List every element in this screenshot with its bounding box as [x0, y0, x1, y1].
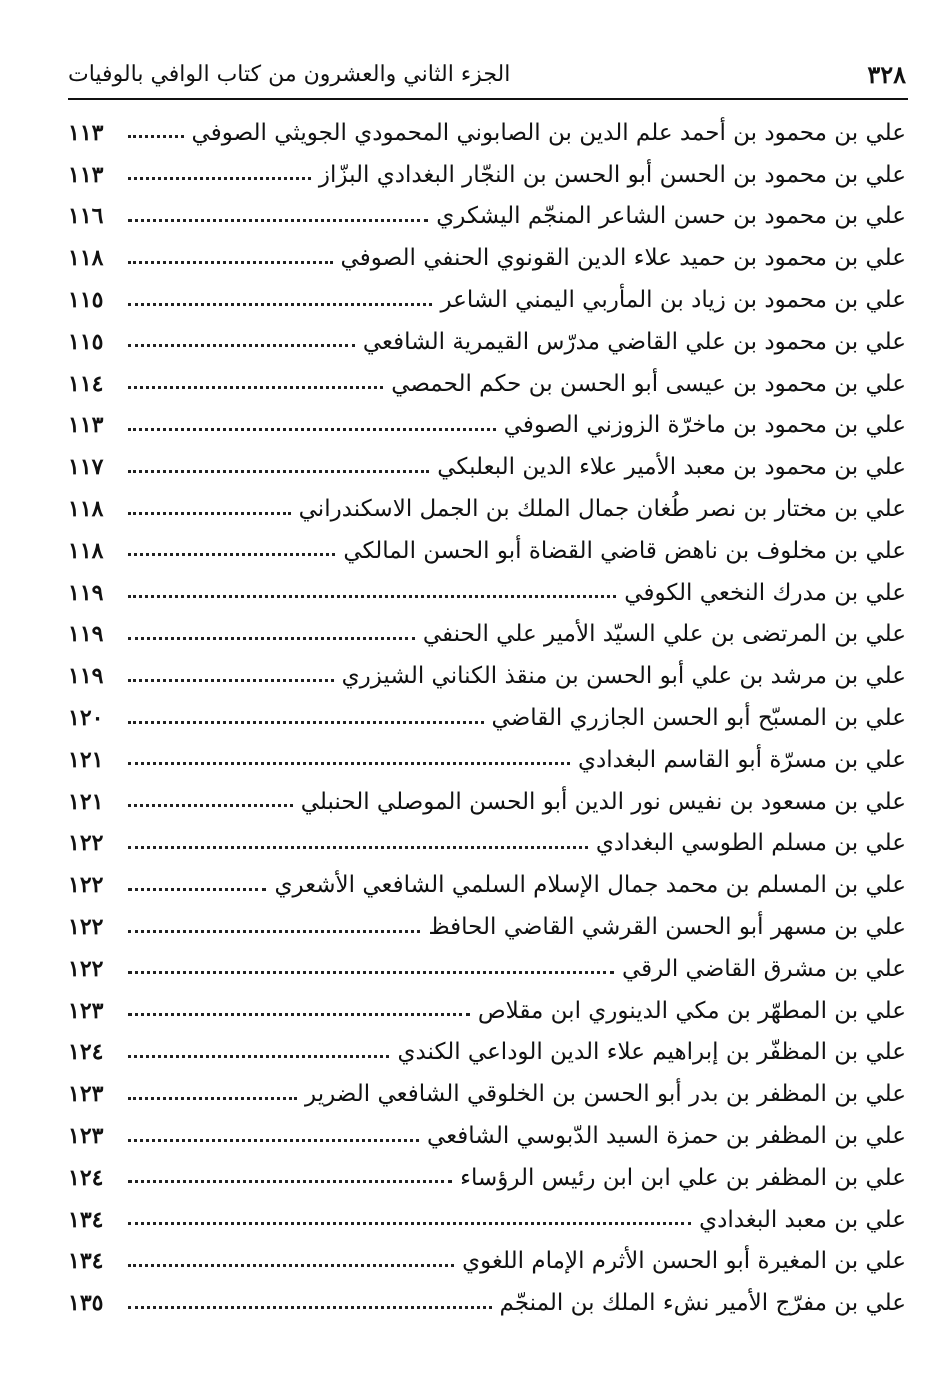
dot-leader	[128, 1013, 470, 1016]
entry-name: علي بن المظفر بن علي ابن ابن رئيس الرؤساء	[460, 1164, 906, 1191]
entry-page-number: ١١٨	[68, 537, 104, 564]
index-entry	[68, 446, 906, 488]
entry-name: علي بن مفرّج الأمير نشء الملك بن المنجّم	[499, 1290, 906, 1317]
entry-page-number: ١٣٤	[68, 1248, 104, 1275]
dot-leader	[128, 930, 420, 933]
dot-leader	[128, 261, 333, 264]
dot-leader	[128, 846, 588, 849]
index-entry	[68, 1032, 906, 1074]
entry-name: علي بن المطهّر بن مكي الدينوري ابن مقلاص	[477, 997, 906, 1024]
entry-name: علي بن محمود بن حسن الشاعر المنجّم اليشكري	[436, 203, 906, 230]
index-entry	[68, 154, 906, 196]
header-divider	[68, 98, 908, 100]
dot-leader	[128, 135, 184, 138]
entry-page-number: ١٢١	[68, 746, 104, 773]
index-entry	[68, 1115, 906, 1157]
dot-leader	[128, 804, 293, 807]
entry-name: علي بن محمود بن ماخرّة الزوزني الصوفي	[503, 412, 906, 439]
entry-page-number: ١١٧	[68, 454, 104, 481]
dot-leader	[128, 470, 429, 473]
entry-page-number: ١٢٠	[68, 705, 104, 732]
entry-page-number: ١٢٣	[68, 1123, 104, 1150]
index-entry	[68, 530, 906, 572]
entry-page-number: ١١٨	[68, 245, 104, 272]
entry-page-number: ١٢٣	[68, 997, 104, 1024]
dot-leader	[128, 1097, 297, 1100]
dot-leader	[128, 303, 432, 306]
index-entry	[68, 363, 906, 405]
index-entry	[68, 823, 906, 865]
dot-leader	[128, 1139, 419, 1142]
entry-name: علي بن محمود بن الحسن أبو الحسن بن النجّار البغدادي البزّاز	[318, 161, 906, 188]
index-entry	[68, 405, 906, 447]
entry-name: علي بن المرتضى بن علي السيّد الأمير علي الحنفي	[422, 621, 906, 648]
dot-leader	[128, 1264, 454, 1267]
entry-page-number: ١١٩	[68, 663, 104, 690]
index-entry	[68, 1282, 906, 1324]
index-entry-list	[68, 112, 906, 1324]
entry-name: علي بن مرشد بن علي أبو الحسن بن منقذ الكناني الشيزري	[341, 663, 906, 690]
index-entry	[68, 781, 906, 823]
entry-name: علي بن مدرك النخعي الكوفي	[624, 579, 906, 606]
index-entry	[68, 1157, 906, 1199]
index-entry	[68, 948, 906, 990]
entry-name: علي بن محمود بن معبد الأمير علاء الدين البعلبكي	[437, 454, 906, 481]
index-entry	[68, 488, 906, 530]
dot-leader	[128, 1180, 452, 1183]
entry-name: علي بن المظفّر بن إبراهيم علاء الدين الوداعي الكندي	[397, 1039, 906, 1066]
entry-name: علي بن مسهر أبو الحسن القرشي القاضي الحافظ	[428, 914, 906, 941]
dot-leader	[128, 1222, 691, 1225]
index-entry	[68, 196, 906, 238]
index-entry	[68, 990, 906, 1032]
entry-page-number: ١١٣	[68, 119, 104, 146]
entry-name: علي بن محمود بن علي القاضي مدرّس القيمرية الشافعي	[362, 328, 906, 355]
entry-page-number: ١٢١	[68, 788, 104, 815]
dot-leader	[128, 428, 496, 431]
entry-name: علي بن مخلوف بن ناهض قاضي القضاة أبو الحسن المالكي	[343, 537, 906, 564]
index-entry	[68, 321, 906, 363]
entry-page-number: ١٢٢	[68, 914, 104, 941]
entry-page-number: ١٣٥	[68, 1290, 104, 1317]
entry-name: علي بن مختار بن نصر طُغان جمال الملك بن الجمل الاسكندراني	[298, 496, 906, 523]
dot-leader	[128, 595, 616, 598]
dot-leader	[128, 971, 614, 974]
entry-page-number: ١١٣	[68, 412, 104, 439]
dot-leader	[128, 1055, 389, 1058]
entry-name: علي بن مسعود بن نفيس نور الدين أبو الحسن الموصلي الحنبلي	[300, 788, 906, 815]
dot-leader	[128, 679, 334, 682]
entry-page-number: ١١٩	[68, 579, 104, 606]
dot-leader	[128, 219, 428, 222]
dot-leader	[128, 637, 415, 640]
entry-page-number: ١٢٣	[68, 1081, 104, 1108]
entry-page-number: ١١٦	[68, 203, 104, 230]
index-entry	[68, 614, 906, 656]
entry-name: علي بن المغيرة أبو الحسن الأثرم الإمام اللغوي	[462, 1248, 906, 1275]
index-entry	[68, 1241, 906, 1283]
index-entry	[68, 1073, 906, 1115]
entry-page-number: ١٢٢	[68, 872, 104, 899]
index-entry	[68, 112, 906, 154]
index-entry	[68, 1199, 906, 1241]
dot-leader	[128, 512, 291, 515]
dot-leader	[128, 177, 311, 180]
entry-page-number: ١٢٤	[68, 1039, 104, 1066]
index-entry	[68, 655, 906, 697]
entry-name: علي بن محمود بن عيسى أبو الحسن بن حكم الحمصي	[391, 370, 906, 397]
page-header	[68, 52, 906, 96]
entry-name: علي بن معبد البغدادي	[699, 1206, 906, 1233]
dot-leader	[128, 721, 484, 724]
entry-page-number: ١١٥	[68, 287, 104, 314]
page-number: ٣٢٨	[867, 59, 906, 89]
entry-name: علي بن مسرّة أبو القاسم البغدادي	[578, 746, 906, 773]
entry-name: علي بن مسلم الطوسي البغدادي	[595, 830, 906, 857]
entry-page-number: ١٢٢	[68, 955, 104, 982]
entry-name: علي بن محمود بن أحمد علم الدين بن الصابوني المحمودي الجويثي الصوفي	[191, 119, 906, 146]
entry-page-number: ١٢٢	[68, 830, 104, 857]
entry-page-number: ١٢٤	[68, 1164, 104, 1191]
index-entry	[68, 572, 906, 614]
entry-name: علي بن مشرق القاضي الرقي	[621, 955, 906, 982]
entry-page-number: ١١٣	[68, 161, 104, 188]
dot-leader	[128, 1306, 492, 1309]
entry-page-number: ١٣٤	[68, 1206, 104, 1233]
entry-page-number: ١١٩	[68, 621, 104, 648]
entry-page-number: ١١٥	[68, 328, 104, 355]
dot-leader	[128, 553, 335, 556]
index-entry	[68, 864, 906, 906]
running-title: الجزء الثاني والعشرون من كتاب الوافي بالوفيات	[68, 61, 511, 87]
index-entry	[68, 739, 906, 781]
entry-name: علي بن محمود بن زياد بن المأربي اليمني الشاعر	[440, 287, 906, 314]
index-entry	[68, 237, 906, 279]
index-entry	[68, 279, 906, 321]
dot-leader	[128, 386, 383, 389]
dot-leader	[128, 762, 570, 765]
entry-name: علي بن محمود بن حميد علاء الدين القونوي الحنفي الصوفي	[340, 245, 906, 272]
entry-page-number: ١١٤	[68, 370, 104, 397]
index-entry	[68, 906, 906, 948]
entry-page-number: ١١٨	[68, 496, 104, 523]
entry-name: علي بن المسبّح أبو الحسن الجازري القاضي	[491, 705, 906, 732]
dot-leader	[128, 344, 355, 347]
entry-name: علي بن المظفر بن حمزة السيد الدّبوسي الشافعي	[427, 1123, 906, 1150]
entry-name: علي بن المسلم بن محمد جمال الإسلام السلمي الشافعي الأشعري	[274, 872, 906, 899]
dot-leader	[128, 888, 266, 891]
index-entry	[68, 697, 906, 739]
entry-name: علي بن المظفر بن بدر أبو الحسن بن الخلوقي الشافعي الضرير	[305, 1081, 906, 1108]
